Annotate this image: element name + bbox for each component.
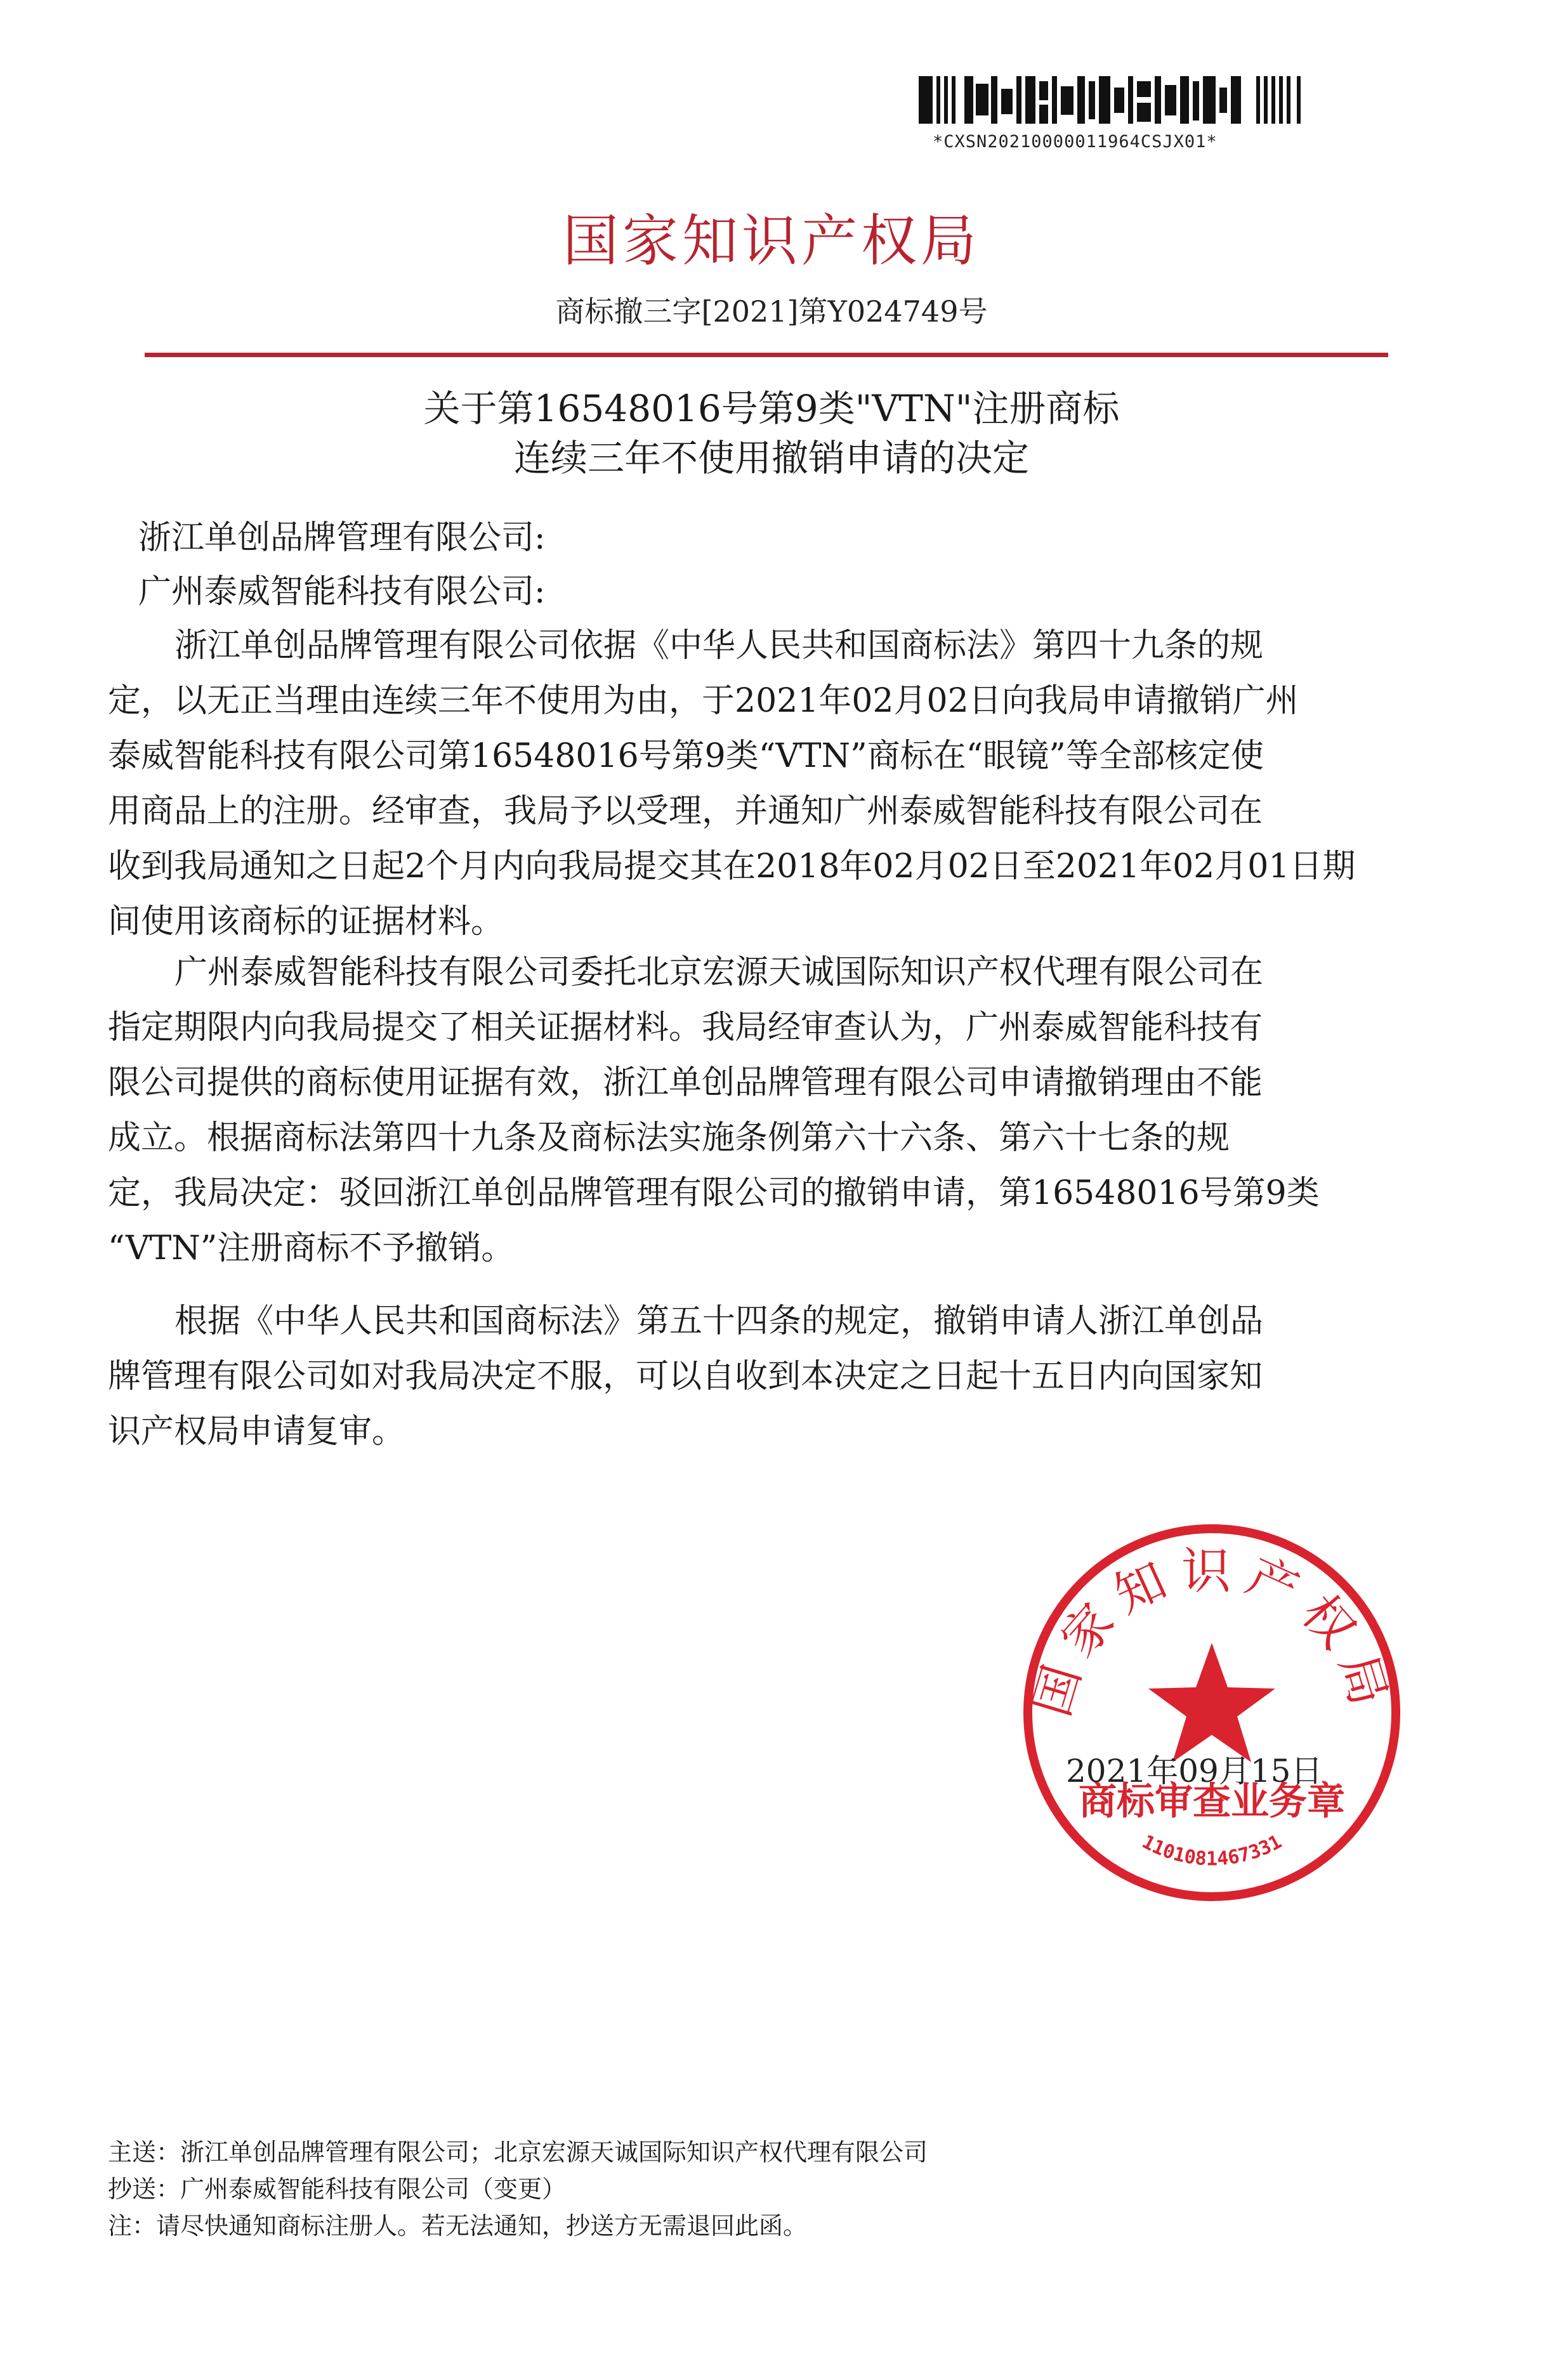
paragraph-line: 定，以无正当理由连续三年不使用为由，于2021年02月02日向我局申请撤销广州 [108,682,1299,720]
paragraph-line: 根据《中华人民共和国商标法》第五十四条的规定，撤销申请人浙江单创品 [174,1302,1264,1340]
barcode-graphic [914,70,1320,127]
paragraph-line: 收到我局通知之日起2个月内向我局提交其在2018年02月02日至2021年02月01日期 [108,847,1356,886]
paragraph-line: 用商品上的注册。经审查，我局予以受理，并通知广州泰威智能科技有限公司在 [108,792,1263,830]
paragraph-1 [108,618,1440,950]
seal-inner-text: 商标审查业务章 [1079,1779,1345,1824]
paragraph-line: 识产权局申请复审。 [108,1413,405,1451]
barcode-number: *CXSN20210000011964CSJX01* [933,132,1218,152]
decision-date: 2021年09月15日 [1066,1753,1323,1789]
footer-note: 注：请尽快通知商标注册人。若无法通知，抄送方无需退回此函。 [108,2212,808,2240]
title-line-1: 关于第16548016号第9类"VTN"注册商标 [423,387,1120,430]
seal-number: 1101081467331 [1138,1831,1285,1871]
paragraph-line: 限公司提供的商标使用证据有效，浙江单创品牌管理有限公司申请撤销理由不能 [108,1064,1263,1102]
agency-name: 国家知识产权局 [562,208,980,273]
paragraph-line: 牌管理有限公司如对我局决定不服，可以自收到本决定之日起十五日内向国家知 [108,1357,1263,1396]
paragraph-line: 定，我局决定：驳回浙江单创品牌管理有限公司的撤销申请，第16548016号第9类 [108,1174,1320,1212]
addressee-registrant: 广州泰威智能科技有限公司: [138,573,546,611]
paragraph-line: 泰威智能科技有限公司第16548016号第9类“VTN”商标在“眼镜”等全部核定使 [108,737,1264,775]
footer-cc: 抄送：广州泰威智能科技有限公司（变更） [108,2175,567,2203]
paragraph-line: 间使用该商标的证据材料。 [108,903,504,941]
barcode-block [914,70,1320,152]
decision-title [0,384,1543,483]
document-number: 商标撤三字[2021]第Y024749号 [555,294,988,329]
paragraph-line: 浙江单创品牌管理有限公司依据《中华人民共和国商标法》第四十九条的规 [174,627,1264,665]
header-divider [145,353,1388,357]
addressee-applicant: 浙江单创品牌管理有限公司: [138,519,546,557]
paragraph-line: 指定期限内向我局提交了相关证据材料。我局经审查认为，广州泰威智能科技有 [108,1009,1263,1047]
paragraph-line: “VTN”注册商标不予撤销。 [108,1229,515,1267]
footer-to: 主送：浙江单创品牌管理有限公司；北京宏源天诚国际知识产权代理有限公司 [108,2138,928,2166]
seal-ring-text: 国家知识产权局 [1023,1543,1401,1723]
paragraph-line: 成立。根据商标法第四十九条及商标法实施条例第六十六条、第六十七条的规 [108,1119,1230,1157]
paragraph-3 [108,1294,1440,1460]
paragraph-line: 广州泰威智能科技有限公司委托北京宏源天诚国际知识产权代理有限公司在 [174,953,1264,991]
paragraph-2 [108,945,1440,1276]
title-line-2: 连续三年不使用撤销申请的决定 [513,436,1029,480]
svg-text:1101081467331 [1138,1831,1285,1870]
official-seal-icon [1015,1516,1408,1909]
